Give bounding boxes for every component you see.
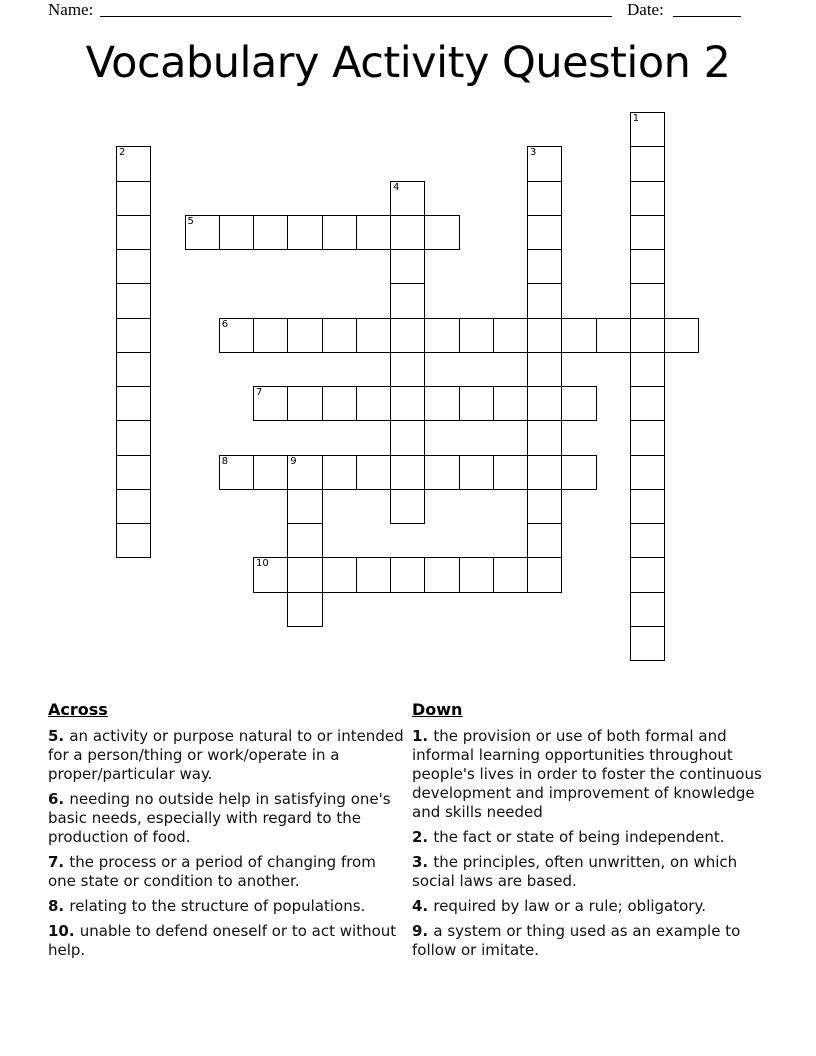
grid-cell[interactable] — [253, 318, 288, 353]
clue-item — [412, 828, 764, 847]
grid-cell[interactable] — [390, 489, 425, 524]
grid-cell[interactable] — [596, 318, 631, 353]
grid-cell[interactable] — [219, 215, 254, 250]
grid-cell[interactable] — [390, 318, 425, 353]
clue-text: the fact or state of being independent. — [433, 828, 725, 846]
clue-item — [48, 727, 406, 784]
grid-cell[interactable] — [356, 318, 391, 353]
grid-cell[interactable] — [253, 455, 288, 490]
clue-item — [412, 727, 764, 822]
clue-text: the provision or use of both formal and informal learning opportunities throughout people's lives in order to foster the continuous development and improvement of knowledge and skills needed — [412, 727, 762, 821]
grid-cell[interactable] — [322, 386, 357, 421]
clue-item — [48, 853, 406, 891]
grid-cell[interactable] — [116, 386, 151, 421]
date-label: Date: — [627, 0, 664, 19]
name-blank-line — [100, 1, 612, 17]
grid-cell[interactable] — [630, 352, 665, 387]
grid-cell[interactable] — [253, 557, 288, 592]
grid-cell[interactable] — [527, 523, 562, 558]
clue-number: 1. — [412, 727, 434, 745]
grid-cell[interactable] — [630, 592, 665, 627]
grid-cell[interactable] — [356, 455, 391, 490]
grid-cell[interactable] — [527, 318, 562, 353]
page-title: Vocabulary Activity Question 2 — [85, 38, 731, 88]
clue-text: relating to the structure of populations. — [69, 897, 366, 915]
grid-cell[interactable] — [116, 283, 151, 318]
grid-cell[interactable] — [527, 420, 562, 455]
grid-cell[interactable] — [219, 455, 254, 490]
date-blank-line — [673, 1, 741, 17]
cell-number: 8 — [221, 455, 229, 467]
across-clue-list — [48, 727, 406, 960]
cell-number: 10 — [256, 558, 269, 570]
grid-cell[interactable] — [390, 249, 425, 284]
clue-item — [412, 897, 764, 916]
clue-number: 4. — [412, 897, 434, 915]
grid-cell[interactable] — [527, 283, 562, 318]
grid-cell[interactable] — [116, 455, 151, 490]
grid-cell[interactable] — [459, 318, 494, 353]
grid-cell[interactable] — [116, 420, 151, 455]
grid-cell[interactable] — [527, 146, 562, 181]
grid-cell[interactable] — [561, 455, 596, 490]
grid-cell[interactable] — [424, 318, 459, 353]
grid-cell[interactable] — [219, 318, 254, 353]
grid-cell[interactable] — [561, 386, 596, 421]
grid-cell[interactable] — [527, 181, 562, 216]
clue-number: 8. — [48, 897, 70, 915]
grid-cell[interactable] — [356, 557, 391, 592]
grid-cell[interactable] — [287, 557, 322, 592]
clue-text: required by law or a rule; obligatory. — [433, 897, 706, 915]
cell-number: 1 — [632, 113, 640, 124]
clues-down — [412, 700, 764, 966]
grid-cell[interactable] — [356, 215, 391, 250]
grid-cell[interactable] — [630, 215, 665, 250]
grid-cell[interactable] — [527, 249, 562, 284]
grid-cell[interactable] — [287, 592, 322, 627]
clue-item — [48, 897, 406, 916]
clue-number: 5. — [48, 727, 70, 745]
grid-cell[interactable] — [630, 318, 665, 353]
grid-cell[interactable] — [322, 557, 357, 592]
grid-cell[interactable] — [630, 283, 665, 318]
cell-number: 7 — [256, 387, 263, 398]
grid-cell[interactable] — [630, 420, 665, 455]
clue-number: 9. — [412, 922, 434, 940]
grid-cell[interactable] — [424, 455, 459, 490]
grid-cell[interactable] — [390, 352, 425, 387]
grid-cell[interactable] — [322, 455, 357, 490]
grid-cell[interactable] — [527, 352, 562, 387]
grid-cell[interactable] — [424, 557, 459, 592]
grid-cell[interactable] — [287, 523, 322, 558]
grid-cell[interactable] — [630, 523, 665, 558]
clue-text: the process or a period of changing from one state or condition to another. — [48, 853, 376, 890]
clue-number: 6. — [48, 790, 70, 808]
grid-cell[interactable] — [287, 386, 322, 421]
grid-cell[interactable] — [527, 489, 562, 524]
grid-cell[interactable] — [459, 557, 494, 592]
grid-cell[interactable] — [322, 215, 357, 250]
clue-text: an activity or purpose natural to or intended for a person/thing or work/operate in a proper/particular way. — [48, 727, 404, 783]
clue-text: unable to defend oneself or to act without help. — [48, 922, 397, 959]
grid-cell[interactable] — [116, 352, 151, 387]
grid-cell[interactable] — [116, 181, 151, 216]
clue-item — [48, 922, 406, 960]
cell-number: 4 — [393, 181, 400, 193]
down-heading: Down — [412, 700, 463, 719]
clue-item — [412, 853, 764, 891]
grid-cell[interactable] — [493, 386, 528, 421]
across-heading: Across — [48, 700, 108, 719]
crossword-grid — [116, 112, 700, 662]
grid-cell[interactable] — [630, 181, 665, 216]
grid-cell[interactable] — [390, 386, 425, 421]
clue-number: 7. — [48, 853, 70, 871]
grid-cell[interactable] — [424, 386, 459, 421]
grid-cell[interactable] — [630, 626, 665, 661]
grid-cell[interactable] — [630, 386, 665, 421]
grid-cell[interactable] — [287, 455, 322, 490]
cell-number: 6 — [221, 318, 229, 330]
grid-cell[interactable] — [527, 215, 562, 250]
down-clue-list — [412, 727, 764, 960]
grid-cell[interactable] — [630, 455, 665, 490]
grid-cell[interactable] — [390, 420, 425, 455]
grid-cell[interactable] — [390, 557, 425, 592]
grid-cell[interactable] — [287, 318, 322, 353]
clue-text: needing no outside help in satisfying one's basic needs, especially with regard to the production of food. — [48, 790, 391, 846]
grid-cell[interactable] — [527, 455, 562, 490]
grid-cell[interactable] — [664, 318, 699, 353]
grid-cell[interactable] — [116, 489, 151, 524]
grid-cell[interactable] — [630, 557, 665, 592]
grid-cell[interactable] — [390, 181, 425, 216]
grid-cell[interactable] — [424, 215, 459, 250]
grid-cell[interactable] — [527, 557, 562, 592]
name-label: Name: — [48, 0, 94, 19]
grid-cell[interactable] — [116, 249, 151, 284]
grid-cell[interactable] — [253, 215, 288, 250]
clue-item — [412, 922, 764, 960]
grid-cell[interactable] — [390, 283, 425, 318]
grid-cell[interactable] — [630, 489, 665, 524]
grid-cell[interactable] — [356, 386, 391, 421]
grid-cell[interactable] — [459, 386, 494, 421]
grid-cell[interactable] — [561, 318, 596, 353]
grid-cell[interactable] — [390, 455, 425, 490]
clue-item — [48, 790, 406, 847]
clue-text: the principles, often unwritten, on which social laws are based. — [412, 853, 738, 890]
grid-cell[interactable] — [630, 249, 665, 284]
grid-cell[interactable] — [493, 557, 528, 592]
clue-number: 3. — [412, 853, 434, 871]
grid-cell[interactable] — [253, 386, 288, 421]
cell-number: 2 — [119, 147, 126, 159]
clue-number: 2. — [412, 828, 434, 846]
clue-text: a system or thing used as an example to follow or imitate. — [412, 922, 741, 959]
grid-cell[interactable] — [116, 318, 151, 353]
grid-cell[interactable] — [493, 318, 528, 353]
grid-cell[interactable] — [493, 455, 528, 490]
grid-cell[interactable] — [185, 215, 220, 250]
grid-cell[interactable] — [527, 386, 562, 421]
grid-cell[interactable] — [322, 318, 357, 353]
clue-number: 10. — [48, 922, 80, 940]
grid-cell[interactable] — [630, 112, 665, 147]
cell-number: 3 — [530, 147, 537, 159]
grid-cell[interactable] — [390, 215, 425, 250]
grid-cell[interactable] — [459, 455, 494, 490]
grid-cell[interactable] — [287, 489, 322, 524]
grid-cell[interactable] — [287, 215, 322, 250]
grid-cell[interactable] — [116, 146, 151, 181]
grid-cell[interactable] — [630, 146, 665, 181]
clues-across — [48, 700, 406, 966]
grid-cell[interactable] — [116, 523, 151, 558]
cell-number: 5 — [187, 215, 194, 227]
grid-cell[interactable] — [116, 215, 151, 250]
cell-number: 9 — [290, 455, 297, 467]
